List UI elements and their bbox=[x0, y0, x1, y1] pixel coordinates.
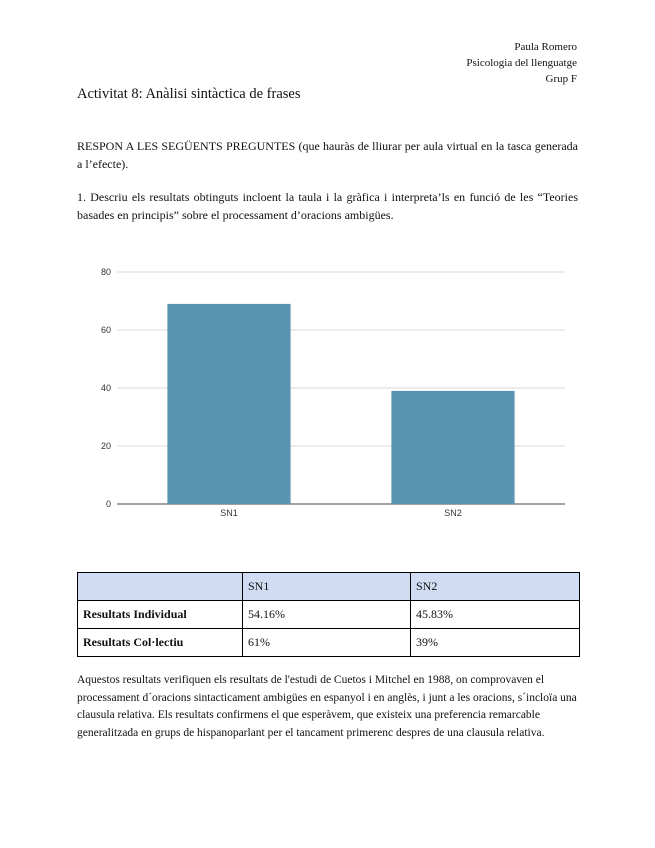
cell-collective-sn2: 39% bbox=[411, 629, 580, 657]
bar-sn2 bbox=[391, 391, 514, 504]
table-header-empty bbox=[78, 573, 243, 601]
table-row bbox=[78, 601, 580, 629]
question-paragraph: 1. Descriu els resultats obtinguts incloent la taula i la gràfica i interpreta’ls en funció de les “Teories basades en principis” sobre el processament d’oracions ambigües. bbox=[77, 190, 578, 222]
document-title: Activitat 8: Anàlisi sintàctica de frases bbox=[77, 86, 301, 102]
y-tick-label: 60 bbox=[100, 325, 111, 335]
cell-individual-sn1: 54.16% bbox=[243, 601, 411, 629]
table-header-sn2: SN2 bbox=[411, 573, 580, 601]
table-header-sn1: SN1 bbox=[243, 573, 411, 601]
row-label-collective: Resultats Col·lectiu bbox=[78, 629, 243, 657]
chart-bars bbox=[167, 304, 514, 504]
course-name: Psicologia del llenguatge bbox=[466, 57, 577, 69]
y-tick-label: 20 bbox=[100, 441, 111, 451]
y-tick-label: 40 bbox=[100, 383, 111, 393]
results-table bbox=[77, 572, 580, 657]
instructions-paragraph: RESPON A LES SEGÜENTS PREGUNTES (que hauràs de lliurar per aula virtual en la tasca generada a l’efecte). bbox=[77, 139, 578, 171]
y-tick-label: 0 bbox=[105, 499, 111, 509]
bar-chart bbox=[85, 256, 570, 526]
y-tick-label: 80 bbox=[100, 267, 111, 277]
group-name: Grup F bbox=[545, 73, 577, 85]
cell-collective-sn1: 61% bbox=[243, 629, 411, 657]
chart-x-labels bbox=[220, 508, 462, 518]
row-label-individual: Resultats Individual bbox=[78, 601, 243, 629]
document-header bbox=[466, 39, 577, 87]
conclusion-paragraph: Aquestos resultats verifiquen els resultats de l'estudi de Cuetos i Mitchel en 1988, on comprovaven el processament d´oracions sintacticament ambigües en espanyol i en anglès, i junt a les oracions, s´incloïa una clausula relativa. Els resultats confirmens el que esperàvem, que existeix una preferencia remarcable generalitzada en grups de hispanoparlant per el tancament primerenc despres de una clausula relativa. bbox=[77, 674, 577, 740]
cell-individual-sn2: 45.83% bbox=[411, 601, 580, 629]
table-row bbox=[78, 629, 580, 657]
chart-y-ticks bbox=[101, 267, 111, 509]
x-category-label: SN1 bbox=[220, 508, 238, 518]
author-name: Paula Romero bbox=[514, 41, 577, 53]
table-header-row bbox=[78, 573, 580, 601]
x-category-label: SN2 bbox=[444, 508, 462, 518]
bar-sn1 bbox=[167, 304, 290, 504]
